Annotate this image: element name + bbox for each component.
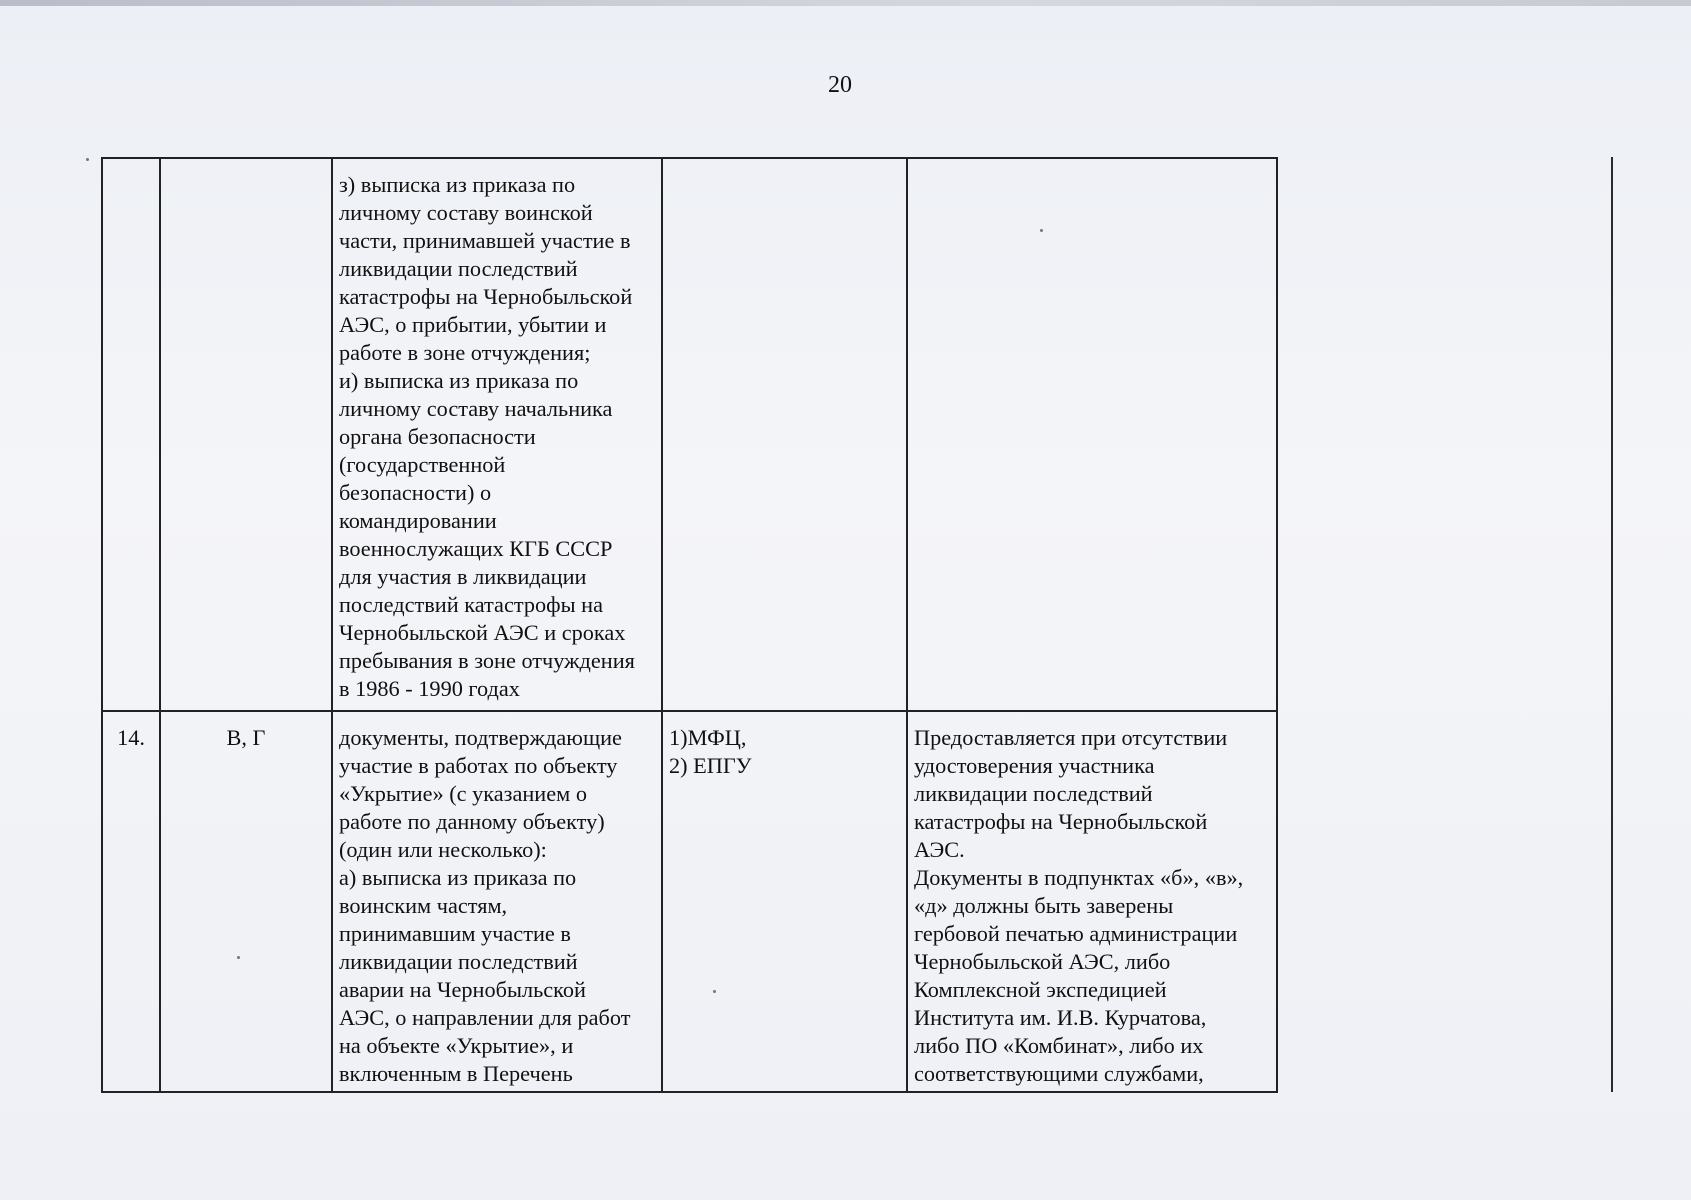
- documents-cell: [332, 711, 662, 1092]
- text-line: з) выписка из приказа по: [339, 172, 576, 197]
- text-line: документы, подтверждающие: [339, 725, 622, 750]
- text-line: 1)МФЦ,: [669, 725, 747, 750]
- category-cell: В, Г: [160, 711, 332, 1092]
- right-margin-rule: [1611, 157, 1613, 1092]
- requirements-table: [101, 157, 1278, 1093]
- text-line: командировании: [339, 508, 497, 533]
- scan-speck: [237, 956, 240, 959]
- text-line: военнослужащих КГБ СССР: [339, 536, 613, 561]
- text-line: (государственной: [339, 452, 506, 477]
- text-line: АЭС, о направлении для работ: [339, 1005, 631, 1030]
- text-line: Чернобыльской АЭС, либо: [914, 949, 1171, 974]
- text-line: Предоставляется при отсутствии: [914, 725, 1228, 750]
- category-cell: [160, 158, 332, 711]
- text-line: части, принимавшей участие в: [339, 228, 631, 253]
- text-line: работе по данному объекту): [339, 809, 605, 834]
- text-line: аварии на Чернобыльской: [339, 977, 586, 1002]
- row-number-cell: [102, 158, 160, 711]
- text-line: личному составу воинской: [339, 200, 593, 225]
- documents-cell: [332, 158, 662, 711]
- text-line: органа безопасности: [339, 424, 536, 449]
- text-line: соответствующими службами,: [914, 1061, 1204, 1086]
- text-line: (один или несколько):: [339, 837, 547, 862]
- text-line: принимавшим участие в: [339, 921, 571, 946]
- text-line: гербовой печатью администрации: [914, 921, 1238, 946]
- text-line: либо ПО «Комбинат», либо их: [914, 1033, 1204, 1058]
- text-line: АЭС.: [914, 837, 965, 862]
- text-line: ликвидации последствий: [339, 256, 578, 281]
- channels-cell: [662, 158, 907, 711]
- text-line: Документы в подпунктах «б», «в»,: [914, 865, 1244, 890]
- notes-cell: [907, 711, 1277, 1092]
- text-line: воинским частям,: [339, 893, 508, 918]
- text-line: Комплексной экспедицией: [914, 977, 1167, 1002]
- scan-top-edge: [0, 0, 1691, 6]
- text-line: «д» должны быть заверены: [914, 893, 1174, 918]
- scan-speck: [713, 990, 716, 993]
- text-line: личному составу начальника: [339, 396, 613, 421]
- text-line: включенным в Перечень: [339, 1061, 573, 1086]
- text-line: для участия в ликвидации: [339, 564, 587, 589]
- text-line: удостоверения участника: [914, 753, 1155, 778]
- text-line: работе в зоне отчуждения;: [339, 340, 591, 365]
- table-row: [102, 158, 1277, 711]
- row-number-cell: 14.: [102, 711, 160, 1092]
- text-line: Института им. И.В. Курчатова,: [914, 1005, 1207, 1030]
- text-line: участие в работах по объекту: [339, 753, 618, 778]
- text-line: Чернобыльской АЭС и сроках: [339, 620, 626, 645]
- text-line: АЭС, о прибытии, убытии и: [339, 312, 607, 337]
- text-line: и) выписка из приказа по: [339, 368, 579, 393]
- text-line: ликвидации последствий: [339, 949, 578, 974]
- table-row: [102, 711, 1277, 1092]
- text-line: на объекте «Укрытие», и: [339, 1033, 574, 1058]
- text-line: в 1986 - 1990 годах: [339, 676, 520, 701]
- text-line: ликвидации последствий: [914, 781, 1153, 806]
- text-line: 2) ЕПГУ: [669, 753, 752, 778]
- text-line: а) выписка из приказа по: [339, 865, 577, 890]
- text-line: «Укрытие» (с указанием о: [339, 781, 587, 806]
- text-line: катастрофы на Чернобыльской: [914, 809, 1208, 834]
- text-line: последствий катастрофы на: [339, 592, 603, 617]
- page-number: 20: [828, 72, 852, 98]
- text-line: пребывания в зоне отчуждения: [339, 648, 635, 673]
- notes-cell: [907, 158, 1277, 711]
- scan-speck: [1040, 229, 1043, 232]
- scan-speck: [86, 158, 89, 161]
- text-line: катастрофы на Чернобыльской: [339, 284, 633, 309]
- text-line: безопасности) о: [339, 480, 492, 505]
- channels-cell: [662, 711, 907, 1092]
